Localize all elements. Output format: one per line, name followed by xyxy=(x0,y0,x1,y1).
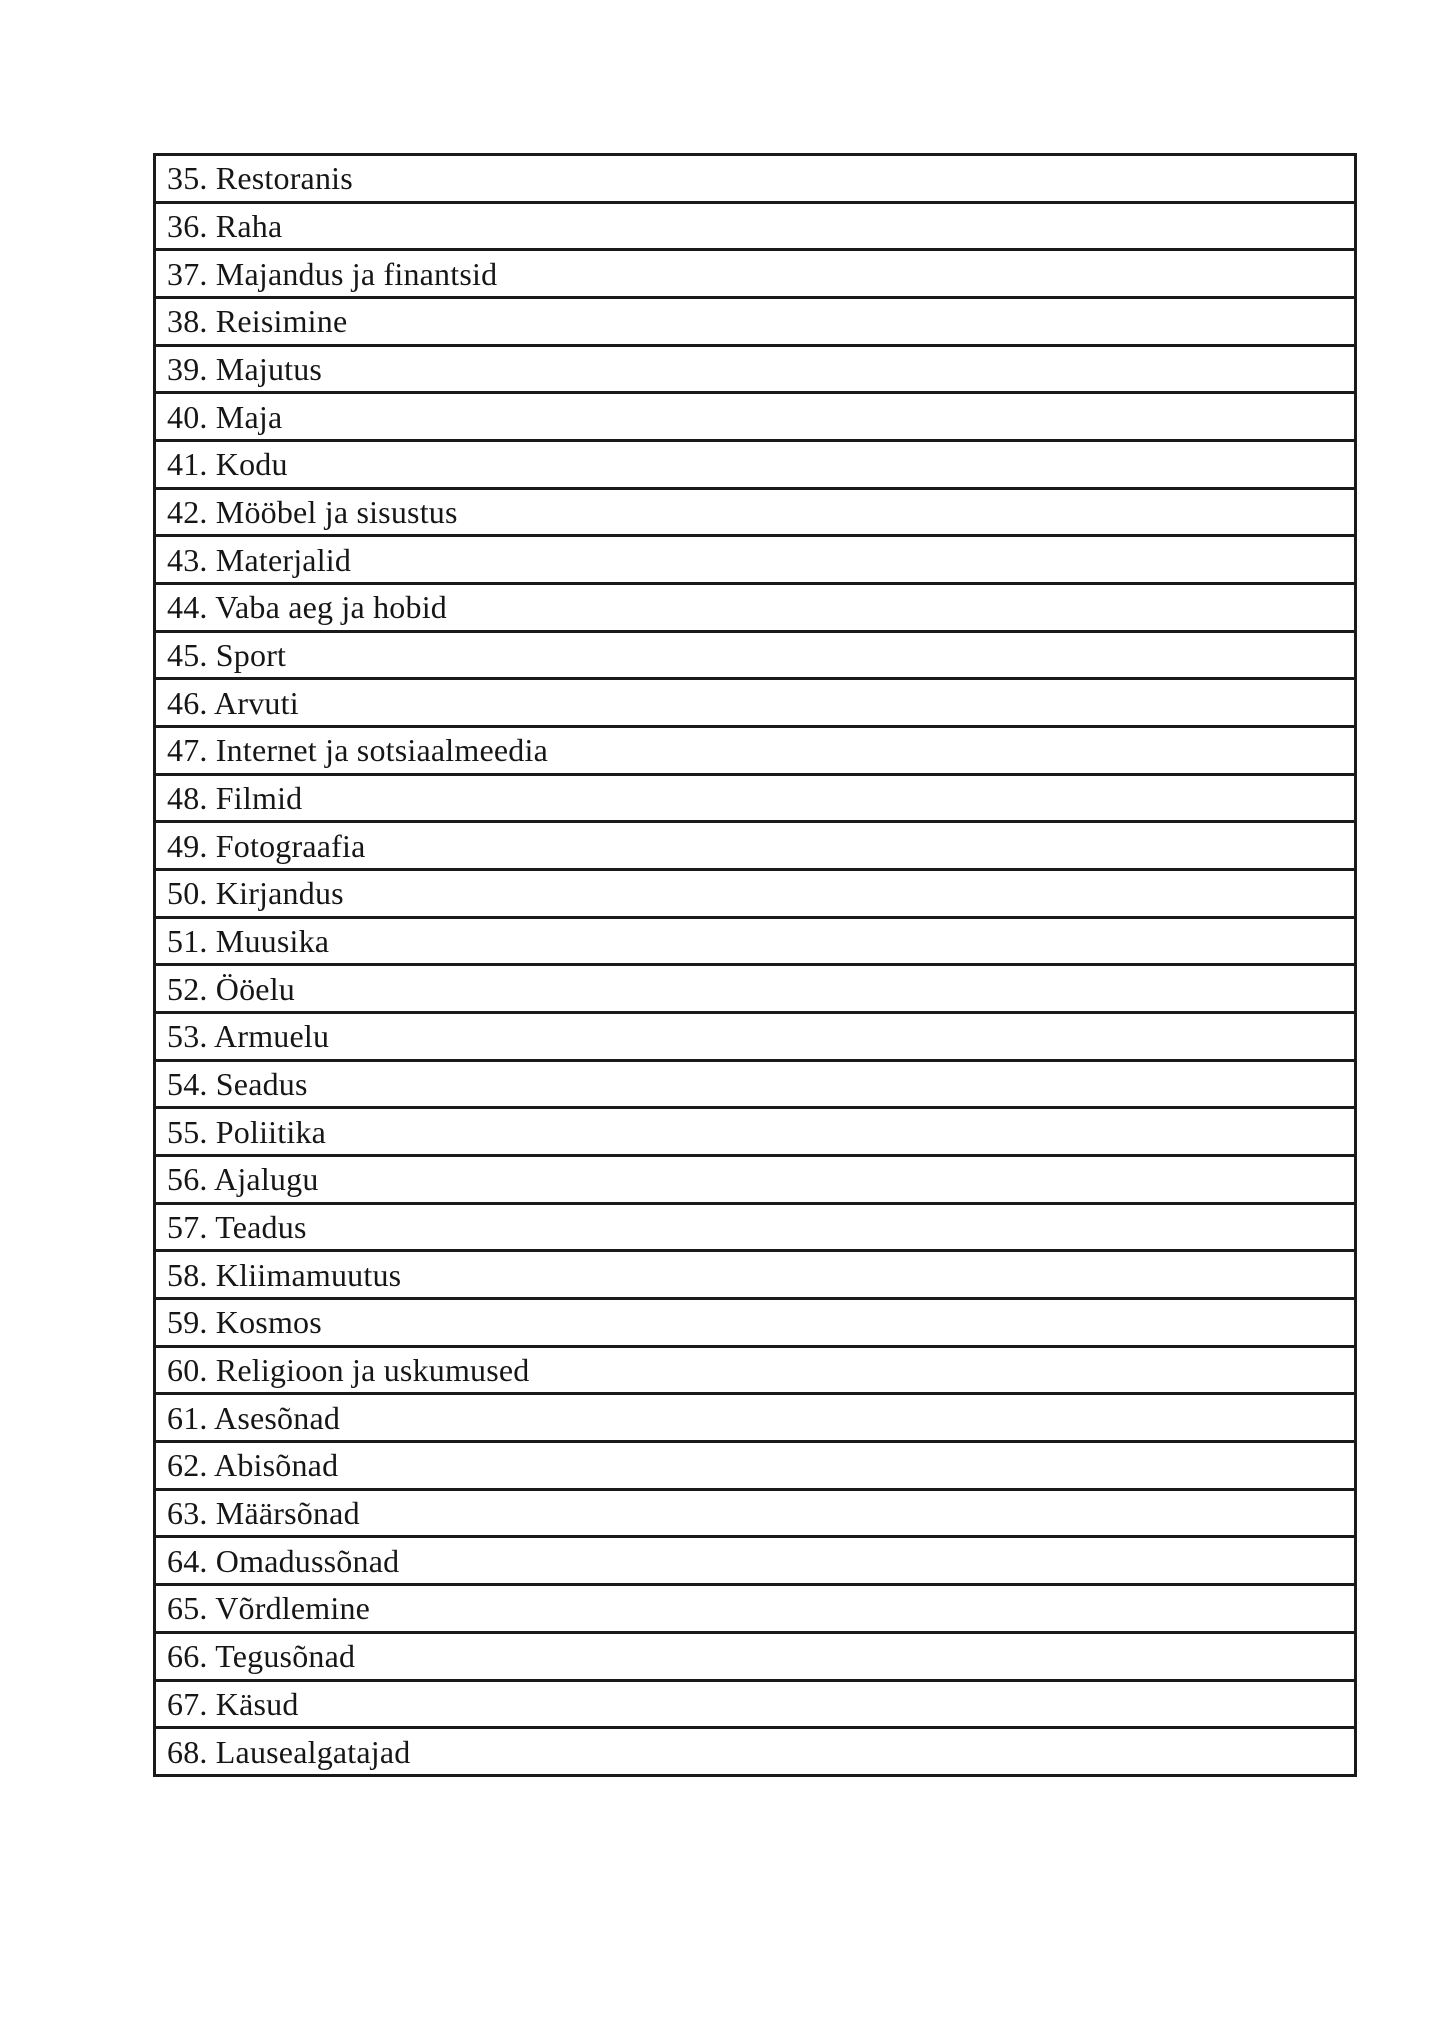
table-row xyxy=(156,1062,1354,1110)
table-row xyxy=(156,1729,1354,1774)
toc-entry-label: 60. Religioon ja uskumused xyxy=(167,1352,530,1389)
table-row xyxy=(156,1300,1354,1348)
toc-entry-label: 51. Muusika xyxy=(167,923,330,960)
toc-entry-label: 44. Vaba aeg ja hobid xyxy=(167,589,447,626)
table-row xyxy=(156,299,1354,347)
toc-entry-label: 54. Seadus xyxy=(167,1066,308,1103)
toc-entry-label: 66. Tegusõnad xyxy=(167,1638,356,1675)
toc-entry-label: 42. Mööbel ja sisustus xyxy=(167,494,458,531)
table-row xyxy=(156,1586,1354,1634)
toc-entry-label: 40. Maja xyxy=(167,398,283,435)
table-row xyxy=(156,919,1354,967)
toc-entry-label: 68. Lausealgatajad xyxy=(167,1733,411,1770)
table-row xyxy=(156,1205,1354,1253)
toc-entry-label: 62. Abisõnad xyxy=(167,1447,339,1484)
toc-entry-label: 63. Määrsõnad xyxy=(167,1495,360,1532)
toc-entry-label: 52. Ööelu xyxy=(167,970,296,1007)
table-row xyxy=(156,871,1354,919)
table-row xyxy=(156,490,1354,538)
toc-entry-label: 58. Kliimamuutus xyxy=(167,1256,402,1293)
toc-entry-label: 36. Raha xyxy=(167,208,283,244)
table-row xyxy=(156,585,1354,633)
contents-table xyxy=(153,153,1357,1777)
table-row xyxy=(156,1443,1354,1491)
toc-entry-label: 49. Fotograafia xyxy=(167,827,366,864)
toc-entry-label: 45. Sport xyxy=(167,637,287,674)
table-row xyxy=(156,347,1354,395)
table-row xyxy=(156,1109,1354,1157)
table-row xyxy=(156,1682,1354,1730)
table-row xyxy=(156,1395,1354,1443)
toc-entry-label: 37. Majandus ja finantsid xyxy=(167,255,498,292)
toc-entry-label: 47. Internet ja sotsiaalmeedia xyxy=(167,732,548,769)
table-row xyxy=(156,776,1354,824)
table-row xyxy=(156,537,1354,585)
table-row xyxy=(156,1157,1354,1205)
toc-entry-label: 55. Poliitika xyxy=(167,1113,327,1150)
table-row xyxy=(156,394,1354,442)
table-row xyxy=(156,823,1354,871)
toc-entry-label: 65. Võrdlemine xyxy=(167,1590,371,1627)
table-row xyxy=(156,1634,1354,1682)
table-row xyxy=(156,680,1354,728)
toc-entry-label: 46. Arvuti xyxy=(167,684,299,721)
toc-entry-label: 39. Majutus xyxy=(167,351,323,388)
table-row xyxy=(156,156,1354,204)
table-row xyxy=(156,442,1354,490)
toc-entry-label: 56. Ajalugu xyxy=(167,1161,319,1198)
table-row xyxy=(156,728,1354,776)
table-row xyxy=(156,1348,1354,1396)
table-row xyxy=(156,633,1354,681)
toc-entry-label: 35. Restoranis xyxy=(167,160,353,197)
toc-entry-label: 59. Kosmos xyxy=(167,1304,322,1341)
toc-entry-label: 38. Reisimine xyxy=(167,303,348,340)
table-row xyxy=(156,1252,1354,1300)
table-row xyxy=(156,251,1354,299)
toc-entry-label: 67. Käsud xyxy=(167,1685,299,1722)
toc-entry-label: 50. Kirjandus xyxy=(167,875,344,912)
table-row xyxy=(156,966,1354,1014)
toc-entry-label: 48. Filmid xyxy=(167,780,303,817)
toc-entry-label: 57. Teadus xyxy=(167,1209,307,1246)
toc-entry-label: 41. Kodu xyxy=(167,446,288,483)
table-row xyxy=(156,1014,1354,1062)
toc-entry-label: 53. Armuelu xyxy=(167,1018,330,1055)
table-row xyxy=(156,1538,1354,1586)
toc-entry-label: 43. Materjalid xyxy=(167,541,352,578)
table-row xyxy=(156,204,1354,252)
toc-entry-label: 61. Asesõnad xyxy=(167,1399,341,1436)
toc-entry-label: 64. Omadussõnad xyxy=(167,1542,400,1579)
table-row xyxy=(156,1491,1354,1539)
